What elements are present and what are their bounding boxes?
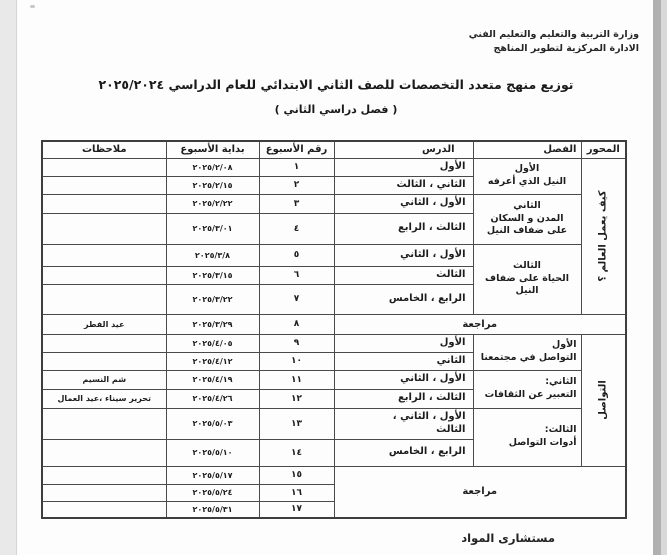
table-row-week-9 <box>42 334 626 352</box>
lesson-cell: الأول <box>334 158 473 176</box>
week-start-cell: ٢٠٢٥/٤/٠٥ <box>166 334 259 352</box>
theme-label-vertical: التواصل <box>597 380 609 420</box>
week-start-cell: ٢٠٢٥/٤/١٩ <box>166 370 259 389</box>
document-title: توزيع منهج متعدد التخصصات للصف الثاني الابتدائي للعام الدراسي ٢٠٢٥/٢٠٢٤ <box>98 77 574 92</box>
week-number-cell: ٢ <box>259 176 334 194</box>
week-number-cell: ٥ <box>259 244 334 266</box>
chapter-cell-2 <box>473 194 581 244</box>
table-header-row <box>42 141 626 158</box>
footer-subject-consultants: مستشارى المواد <box>461 531 555 545</box>
table-row-week-8-review <box>42 314 626 334</box>
week-start-cell: ٢٠٢٥/٥/٣١ <box>166 501 259 518</box>
table-row-week-15-review <box>42 466 626 484</box>
week-number-cell: ١٤ <box>259 439 334 466</box>
lesson-cell: الأول ، الثاني <box>334 194 473 213</box>
col-header-week-start: بداية الأسبوع <box>166 141 259 158</box>
chapter-cell-3 <box>473 244 581 314</box>
lesson-cell: الرابع ، الخامس <box>334 284 473 314</box>
lesson-cell: الرابع ، الخامس <box>334 439 473 466</box>
lesson-cell: الأول <box>334 334 473 352</box>
week-start-cell: ٢٠٢٥/٥/٠٣ <box>166 408 259 439</box>
review-cell: مراجعة <box>334 314 626 334</box>
chapter-number: الأول <box>514 163 540 175</box>
scan-artifact-mark <box>30 5 35 8</box>
table-row-week-3 <box>42 194 626 213</box>
chapter-title-cont: على ضفاف النيل <box>486 225 568 237</box>
week-start-cell: ٢٠٢٥/٣/٢٢ <box>166 284 259 314</box>
note-cell <box>42 266 166 284</box>
chapter-number: الثاني: <box>545 376 577 388</box>
lesson-cell: الثالث <box>334 266 473 284</box>
note-cell-eid-fitr: عيد الفطر <box>42 314 166 334</box>
lesson-cell: الأول ، الثاني <box>334 244 473 266</box>
curriculum-schedule-table <box>41 140 627 519</box>
week-start-cell: ٢٠٢٥/٢/٢٢ <box>166 194 259 213</box>
chapter-title: المدن و السكان <box>490 212 564 224</box>
chapter-title-cont: النيل <box>515 285 539 297</box>
col-header-mihwar: المحور <box>581 141 626 158</box>
chapter-title: النيل الذي أعرفه <box>487 176 567 187</box>
week-number-cell: ١ <box>259 158 334 176</box>
theme-cell-communication <box>581 334 626 466</box>
theme-cell-how-world-works <box>581 158 626 314</box>
week-start-cell: ٢٠٢٥/٣/١٥ <box>166 266 259 284</box>
week-number-cell: ٧ <box>259 284 334 314</box>
week-start-cell: ٢٠٢٥/٥/١٧ <box>166 466 259 484</box>
table-row-week-11 <box>42 370 626 389</box>
col-header-dars: الدرس <box>334 141 473 158</box>
chapter-number: الثالث <box>513 259 541 271</box>
week-number-cell: ١٦ <box>259 484 334 501</box>
scan-right-edge <box>661 0 667 555</box>
note-cell <box>42 501 166 518</box>
note-cell <box>42 408 166 439</box>
note-cell <box>42 334 166 352</box>
table-row-week-5 <box>42 244 626 266</box>
note-cell <box>42 466 166 484</box>
note-cell-sinai-labor-day: تحرير سيناء ،عيد العمال <box>42 389 166 408</box>
lesson-cell: الثاني <box>334 352 473 370</box>
week-number-cell: ١٢ <box>259 389 334 408</box>
ministry-line1: وزارة التربية والتعليم والتعليم الفني <box>468 29 639 40</box>
week-number-cell: ٨ <box>259 314 334 334</box>
week-number-cell: ١٣ <box>259 408 334 439</box>
week-number-cell: ٤ <box>259 213 334 244</box>
note-cell <box>42 213 166 244</box>
document-subtitle: ( فصل دراسي الثاني ) <box>274 103 398 116</box>
lesson-cell: الثالث ، الرابع <box>334 389 473 408</box>
col-header-notes: ملاحظات <box>42 141 166 158</box>
chapter-cell-1 <box>473 158 581 194</box>
chapter-title: أدوات التواصل <box>508 437 577 448</box>
chapter-cell-6 <box>473 408 581 466</box>
chapter-cell-4 <box>473 334 581 370</box>
note-cell <box>42 158 166 176</box>
week-start-cell: ٢٠٢٥/٤/٢٦ <box>166 389 259 408</box>
chapter-title: التواصل في مجتمعنا <box>480 352 577 363</box>
note-cell <box>42 352 166 370</box>
ministry-line2: الادارة المركزية لتطوير المناهج <box>493 43 639 54</box>
note-cell <box>42 484 166 501</box>
week-start-cell: ٢٠٢٥/٤/١٢ <box>166 352 259 370</box>
week-number-cell: ١٠ <box>259 352 334 370</box>
chapter-number: الثاني <box>513 199 541 211</box>
note-cell <box>42 284 166 314</box>
lesson-cell: الأول ، الثاني ، الثالث <box>334 408 473 439</box>
chapter-title: الحياة على ضفاف <box>485 272 569 284</box>
week-number-cell: ٩ <box>259 334 334 352</box>
week-number-cell: ٣ <box>259 194 334 213</box>
lesson-cell: الثالث ، الرابع <box>334 213 473 244</box>
note-cell <box>42 244 166 266</box>
week-start-cell: ٢٠٢٥/٥/٢٤ <box>166 484 259 501</box>
col-header-fasl: الفصل <box>473 141 581 158</box>
week-start-cell: ٢٠٢٥/٣/٠١ <box>166 213 259 244</box>
week-start-cell: ٢٠٢٥/٢/٠٨ <box>166 158 259 176</box>
scan-left-margin <box>0 0 17 555</box>
week-number-cell: ١٥ <box>259 466 334 484</box>
note-cell <box>42 439 166 466</box>
lesson-cell: الأول ، الثاني <box>334 370 473 389</box>
table-row-week-13 <box>42 408 626 439</box>
note-cell <box>42 176 166 194</box>
chapter-title: التعبير عن الثقافات <box>484 389 577 400</box>
review-cell-final: مراجعة <box>334 466 626 518</box>
table-row-week-1 <box>42 158 626 176</box>
note-cell-sham-elnessim: شم النسيم <box>42 370 166 389</box>
week-number-cell: ١١ <box>259 370 334 389</box>
note-cell <box>42 194 166 213</box>
chapter-number: الأول <box>552 339 577 351</box>
week-start-cell: ٢٠٢٥/٣/٨ <box>166 244 259 266</box>
col-header-week-no: رقم الأسبوع <box>259 141 334 158</box>
lesson-cell: الثاني ، الثالث <box>334 176 473 194</box>
theme-label-vertical: كيف يعمل العالم ؟ <box>597 190 609 282</box>
chapter-cell-5 <box>473 370 581 408</box>
week-number-cell: ١٧ <box>259 501 334 518</box>
week-start-cell: ٢٠٢٥/٢/١٥ <box>166 176 259 194</box>
ministry-header <box>469 28 639 56</box>
week-number-cell: ٦ <box>259 266 334 284</box>
chapter-number: الثالث: <box>544 424 577 436</box>
week-start-cell: ٢٠٢٥/٥/١٠ <box>166 439 259 466</box>
week-start-cell: ٢٠٢٥/٣/٢٩ <box>166 314 259 334</box>
